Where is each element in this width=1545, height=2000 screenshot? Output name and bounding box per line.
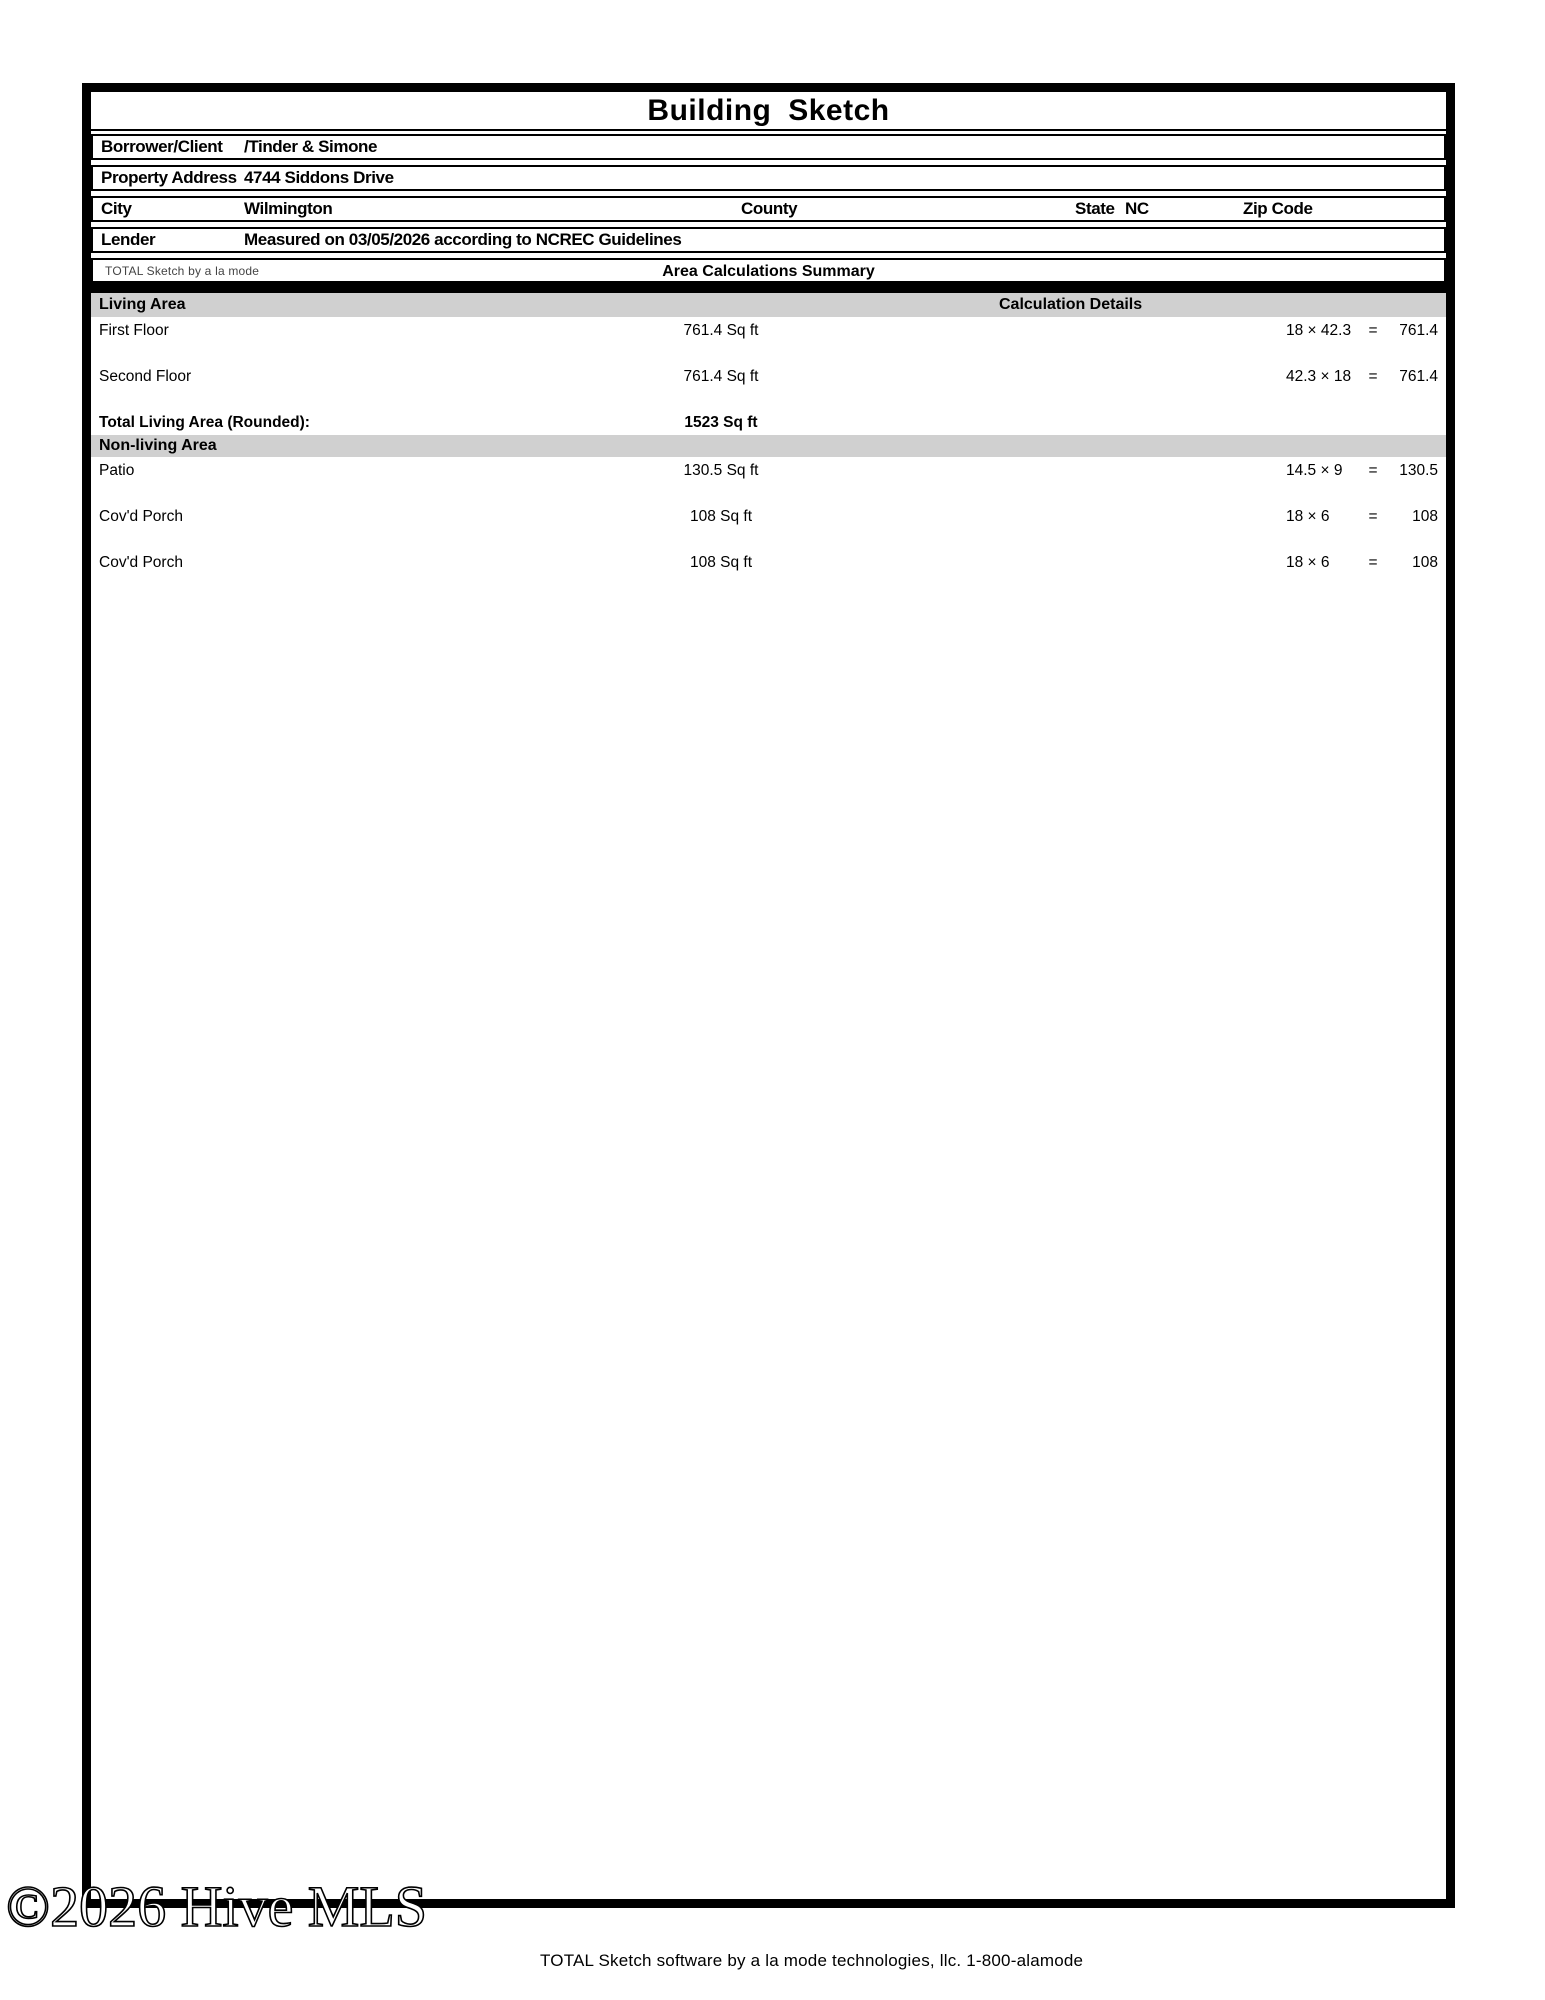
borrower-row [91,134,1446,160]
property-address-label: Property Address [101,168,237,187]
calc-result: 761.4 [1399,322,1438,339]
row-area: 108 Sq ft [689,554,753,571]
property-address-value: 4744 Siddons Drive [244,168,394,187]
borrower-label: Borrower/Client [101,137,223,156]
calc-result: 108 [1412,554,1438,571]
row-calculation [1286,554,1438,572]
table-row [91,503,1446,549]
city-state-zip-row [91,196,1446,222]
table-row [91,363,1446,409]
row-calculation [1286,322,1438,340]
row-area: 108 Sq ft [689,508,753,525]
table-row [91,457,1446,503]
row-area: 130.5 Sq ft [683,462,759,479]
total-living-area-value: 1523 Sq ft [684,414,758,431]
calc-result: 130.5 [1399,462,1438,479]
total-living-area-row [91,409,1446,435]
lender-value: Measured on 03/05/2026 according to NCREC Guidelines [244,230,682,249]
row-name: Cov'd Porch [99,508,183,525]
row-calculation [1286,462,1438,480]
table-row [91,549,1446,595]
living-area-header: Living Area [99,296,186,313]
row-name: Cov'd Porch [99,554,183,571]
calc-expression: 18 × 6 [1286,508,1330,525]
document-frame [82,83,1455,1908]
non-living-area-header: Non-living Area [99,437,217,454]
calc-expression: 42.3 × 18 [1286,368,1352,385]
equals-sign: = [1368,322,1378,339]
calculation-details-header: Calculation Details [999,296,1143,313]
watermark-text: ©2026 Hive MLS [6,1874,428,1939]
page-title: Building Sketch [647,94,890,127]
calc-expression: 14.5 × 9 [1286,462,1343,479]
row-area: 761.4 Sq ft [683,322,759,339]
thick-divider [91,283,1446,293]
row-name: First Floor [99,322,169,339]
zip-code-label: Zip Code [1243,199,1313,218]
document-title-bar [91,92,1446,131]
row-name: Second Floor [99,368,192,385]
row-area: 761.4 Sq ft [683,368,759,385]
borrower-value: /Tinder & Simone [244,137,378,156]
state-label: State [1075,199,1115,218]
equals-sign: = [1368,554,1378,571]
city-value: Wilmington [244,199,333,218]
area-calculations-summary-title: Area Calculations Summary [662,263,875,280]
living-area-section-bar [91,293,1446,317]
county-label: County [741,199,798,218]
calc-result: 108 [1412,508,1438,525]
non-living-area-section-bar [91,435,1446,457]
total-living-area-label: Total Living Area (Rounded): [99,414,310,431]
property-address-row [91,165,1446,191]
lender-row [91,227,1446,253]
lender-label: Lender [101,230,156,249]
calc-expression: 18 × 42.3 [1286,322,1352,339]
equals-sign: = [1368,368,1378,385]
summary-header-row [91,258,1446,283]
equals-sign: = [1368,508,1378,525]
row-calculation [1286,508,1438,526]
footer-software-credit: TOTAL Sketch software by a la mode technologies, llc. 1-800-alamode [540,1951,1084,1970]
total-sketch-brand: TOTAL Sketch by a la mode [105,264,260,278]
city-label: City [101,199,132,218]
calc-result: 761.4 [1399,368,1438,385]
equals-sign: = [1368,462,1378,479]
table-row [91,317,1446,363]
row-name: Patio [99,462,135,479]
calc-expression: 18 × 6 [1286,554,1330,571]
state-value: NC [1125,199,1149,218]
row-calculation [1286,368,1438,386]
